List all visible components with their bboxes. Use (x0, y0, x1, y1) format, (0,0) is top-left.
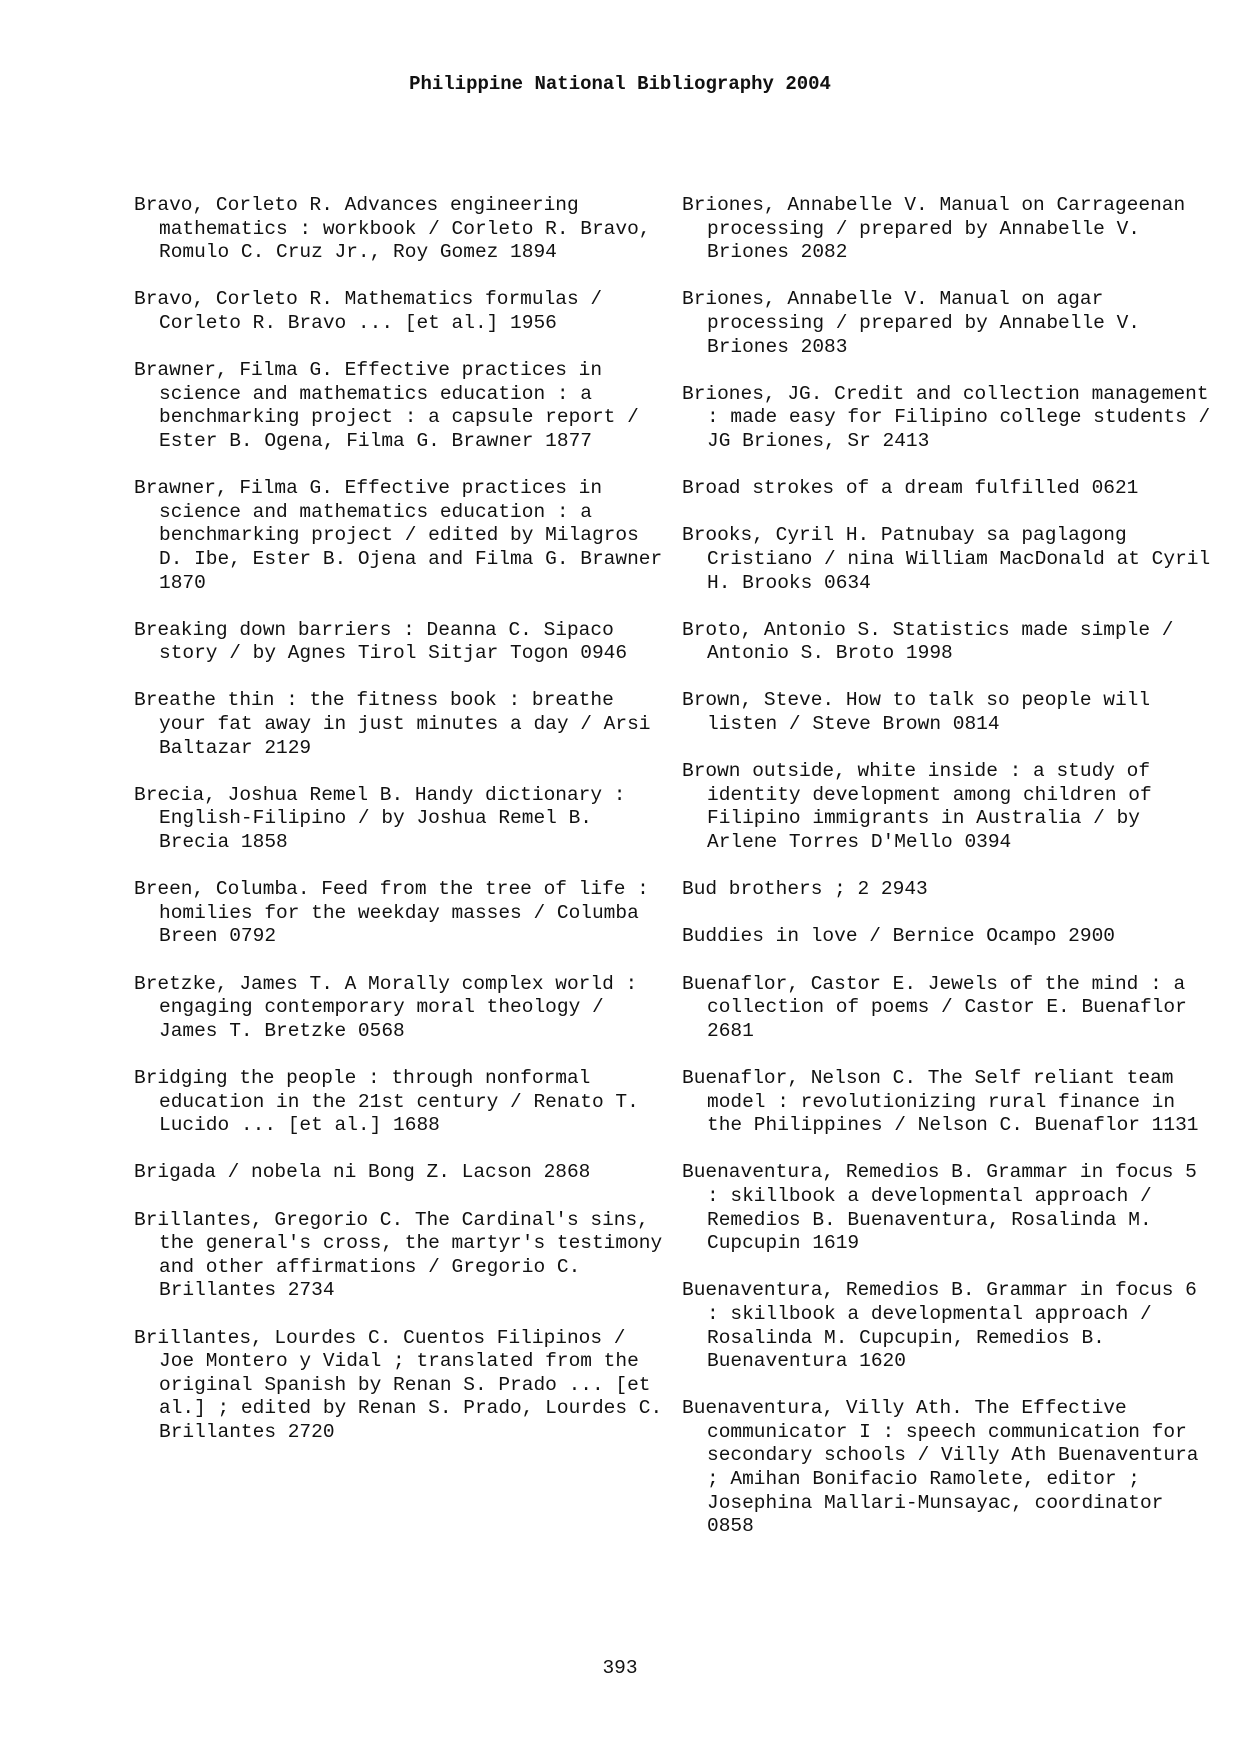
bibliography-entry: Briones, Annabelle V. Manual on Carrageenan processing / prepared by Annabelle V. Briones 2082 (682, 194, 1186, 264)
bibliography-entry: Buenaventura, Remedios B. Grammar in focus 6 : skillbook a developmental approach / Rosalinda M. Cupcupin, Remedios B. Buenaventura 1620 (682, 1279, 1197, 1373)
page-number: 393 (602, 1657, 638, 1679)
bibliography-entry: Briones, Annabelle V. Manual on agar processing / prepared by Annabelle V. Briones 2083 (682, 288, 1140, 358)
bibliography-entry: Brawner, Filma G. Effective practices in science and mathematics education : a benchmarking project : a capsule report / Ester B. Ogena, Filma G. Brawner 1877 (134, 359, 639, 452)
bibliography-entry: Bridging the people : through nonformal education in the 21st century / Renato T. Lucido ... [et al.] 1688 (134, 1066, 639, 1137)
bibliography-entry: Brooks, Cyril H. Patnubay sa paglagong Cristiano / nina William MacDonald at Cyril H. Brooks 0634 (682, 524, 1211, 594)
bibliography-entry: Breathe thin : the fitness book : breathe your fat away in just minutes a day / Arsi Baltazar 2129 (134, 689, 651, 759)
bibliography-entry: Buenaventura, Remedios B. Grammar in focus 5 : skillbook a developmental approach / Remedios B. Buenaventura, Rosalinda M. Cupcupin 1619 (682, 1161, 1197, 1255)
bibliography-entry: Brown outside, white inside : a study of identity development among children of Filipino immigrants in Australia / by Arlene Torres D'Mello 0394 (682, 760, 1152, 854)
bibliography-entry: Broto, Antonio S. Statistics made simple / Antonio S. Broto 1998 (682, 618, 1174, 665)
bibliography-entry: Brawner, Filma G. Effective practices in science and mathematics education : a benchmarking project / edited by Milagros D. Ibe, Ester B. Ojena and Filma G. Brawner 1870 (134, 477, 663, 594)
left-column (134, 194, 664, 1468)
bibliography-entry: Brillantes, Lourdes C. Cuentos Filipinos / Joe Montero y Vidal ; translated from the original Spanish by Renan S. Prado ... [et al.] ; edited by Renan S. Prado, Lourdes C. Brillantes 2720 (134, 1326, 663, 1443)
bibliography-entry: Buddies in love / Bernice Ocampo 2900 (682, 925, 1115, 948)
bibliography-entry: Bravo, Corleto R. Mathematics formulas / Corleto R. Bravo ... [et al.] 1956 (134, 288, 603, 334)
bibliography-entry: Buenaflor, Nelson C. The Self reliant team model : revolutionizing rural finance in the Philippines / Nelson C. Buenaflor 1131 (682, 1066, 1199, 1137)
bibliography-entry: Bravo, Corleto R. Advances engineering mathematics : workbook / Corleto R. Bravo, Romulo C. Cruz Jr., Roy Gomez 1894 (134, 194, 651, 264)
bibliography-entry: Brecia, Joshua Remel B. Handy dictionary : English-Filipino / by Joshua Remel B. Brecia 1858 (134, 783, 626, 854)
bibliography-entry: Breaking down barriers : Deanna C. Sipaco story / by Agnes Tirol Sitjar Togon 0946 (134, 618, 628, 665)
bibliography-entry: Brigada / nobela ni Bong Z. Lacson 2868 (134, 1161, 591, 1184)
bibliography-entry: Brown, Steve. How to talk so people will listen / Steve Brown 0814 (682, 689, 1151, 736)
bibliography-entry: Bud brothers ; 2 2943 (682, 878, 928, 901)
bibliography-entry: Buenaventura, Villy Ath. The Effective communicator I : speech communication for secondary schools / Villy Ath Buenaventura ; Amihan Bonifacio Ramolete, editor ; Josephina Mallari-Munsayac, coordinator 0858 (682, 1397, 1199, 1538)
bibliography-entry: Broad strokes of a dream fulfilled 0621 (682, 477, 1139, 500)
bibliography-entry: Briones, JG. Credit and collection management : made easy for Filipino college students / JG Briones, Sr 2413 (682, 382, 1211, 452)
bibliography-entry: Breen, Columba. Feed from the tree of life : homilies for the weekday masses / Columba Breen 0792 (134, 878, 649, 948)
right-column (682, 194, 1212, 1562)
page-title: Philippine National Bibliography 2004 (409, 73, 831, 95)
bibliography-entry: Buenaflor, Castor E. Jewels of the mind : a collection of poems / Castor E. Buenaflor 2681 (682, 972, 1187, 1042)
bibliography-entry: Bretzke, James T. A Morally complex world : engaging contemporary moral theology / James T. Bretzke 0568 (134, 972, 638, 1042)
bibliography-entry: Brillantes, Gregorio C. The Cardinal's sins, the general's cross, the martyr's testimony and other affirmations / Gregorio C. Brillantes 2734 (134, 1208, 663, 1302)
